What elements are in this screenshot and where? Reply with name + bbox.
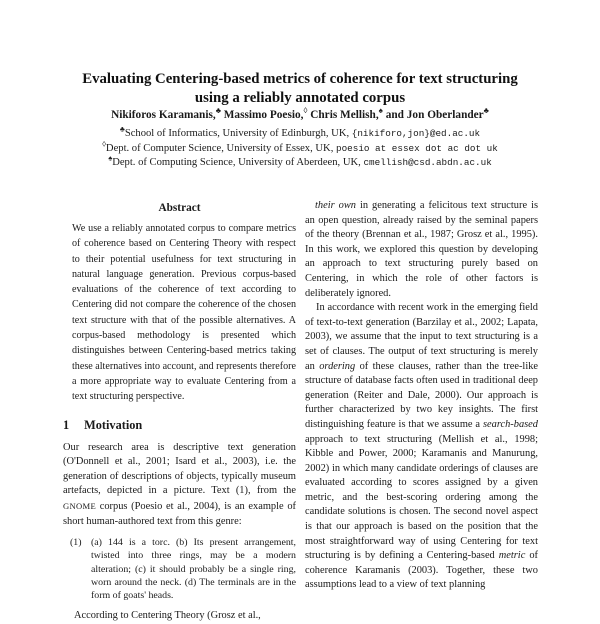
example-label: (1)	[70, 537, 82, 549]
author-oberlander	[382, 106, 489, 121]
motivation-paragraph-2-start: According to Centering Theory (Grosz et al.,	[74, 610, 261, 622]
author-name: Chris Mellish,	[307, 109, 379, 121]
affiliation-aberdeen	[0, 153, 600, 171]
author-poesio	[220, 106, 308, 121]
affiliation-text: School of Informatics, University of Edinburgh, UK,	[124, 128, 352, 139]
paper-title: Evaluating Centering-based metrics of coherence for text structuring using a reliably annotated corpus	[82, 71, 518, 106]
motivation-paragraph-1	[63, 441, 296, 530]
paragraph-text: in generating a felicitous text structure is an open question, already raised by the seminal papers of the theory (Brennan et al., 1987; Grosz et al., 1995). In this work, we explored this question by developing an approach to text structuring purely based on Centering, in which the role of other factors is deliberately ignored.	[305, 200, 538, 299]
club-suit-icon: ♣	[215, 106, 221, 116]
right-column	[305, 199, 538, 600]
spade-suit-icon: ♠	[378, 106, 383, 116]
author-karamanis	[111, 106, 221, 121]
affiliation-essex	[0, 139, 600, 157]
gnome-corpus-smallcaps: GNOME	[63, 500, 97, 511]
diamond-suit-icon: ◊	[102, 139, 106, 149]
section-title: Motivation	[84, 417, 143, 432]
italic-metric: metric	[498, 550, 526, 562]
spade-suit-icon: ♠	[108, 153, 113, 163]
section-number: 1	[63, 417, 70, 432]
section-1-heading	[63, 418, 296, 433]
affiliation-edinburgh	[0, 124, 600, 142]
club-suit-icon: ♣	[119, 124, 125, 134]
right-paragraph-2	[305, 301, 538, 593]
diamond-suit-icon: ◊	[303, 106, 308, 116]
author-line	[0, 106, 600, 121]
paragraph-text: Our research area is descriptive text generation (O'Donnell et al., 2001; Isard et al., 2003), i.e. the generation of descriptions of objects, typically museum artefacts, depicted in a picture. Text (1), from the	[63, 441, 296, 497]
abstract-text: We use a reliably annotated corpus to compare metrics of coherence based on Centering Theory with respect to their potential usefulness for text structuring in natural language generation. Previous corpus-based evaluations of the coherence of text according to Centering did not compare the coherence of the chosen text structure with that of the possible alternatives. A corpus-based methodology is presented which distinguishes between Centering-based metrics taking these alternatives into account, and represents therefore a more appropriate way to evaluate Centering from a text structuring perspective.	[72, 223, 296, 403]
example-text: (a) 144 is a torc. (b) Its present arrangement, twisted into three rings, may be a modern alteration; (c) it should probably be a single ring, worn around the neck. (d) The terminals are in the form of goats' heads.	[91, 537, 296, 601]
author-name: Massimo Poesio,	[220, 109, 304, 121]
italic-search-based: search-based	[482, 418, 538, 430]
author-name: Nikiforos Karamanis,	[111, 109, 216, 121]
affiliations	[0, 124, 600, 171]
paragraph-text: of coherence Karamanis (2003). Together, these two assumptions lead to a view of text planning	[305, 550, 538, 591]
affiliation-text: Dept. of Computer Science, University of Essex, UK,	[105, 142, 336, 154]
author-mellish	[307, 106, 383, 121]
club-suit-icon: ♣	[483, 106, 489, 116]
paragraph-text: approach to text structuring (Mellish et al., 1998; Kibble and Power, 2000; Karamanis and Manurung, 2002) in which many candidate orderings of clauses are evaluated according to scores assigned by a given metric, and the best-scoring ordering among the candidate solutions is chosen. The second novel aspect is that our approach is based on the position that the most straightforward way of using Centering for text structuring is by defining a Centering-based	[305, 433, 538, 562]
email-edinburgh: {nikiforo,jon}@ed.ac.uk	[351, 128, 481, 139]
italic-ordering: ordering	[319, 360, 356, 372]
affiliation-text: Dept. of Computing Science, University of Aberdeen, UK,	[112, 157, 364, 169]
paragraph-text: corpus (Poesio et al., 2004), is an example of short human-authored text from this genre:	[63, 500, 296, 527]
left-column	[63, 199, 296, 622]
email-essex: poesio at essex dot ac dot uk	[336, 142, 498, 154]
paragraph-text: of these clauses, rather than the tree-like structure of database facts often used in traditional deep generation (Reiter and Dale, 2000). Our approach is further characterized by two key insights. The first distinguishing feature is that we assume a	[305, 360, 539, 430]
abstract-heading: Abstract	[158, 202, 201, 214]
right-paragraph-1	[305, 199, 538, 301]
example-1-block	[63, 536, 296, 602]
author-name: and Jon Oberlander	[382, 109, 484, 121]
paragraph-text: In accordance with recent work in the emerging field of text-to-text generation (Barzilay et al., 2002; Lapata, 2003), we assume that the input to text structuring is a set of clauses. The output of text structuring is merely an	[305, 302, 538, 372]
italic-their-own: their own	[315, 200, 356, 211]
email-aberdeen: cmellish@csd.abdn.ac.uk	[363, 157, 492, 169]
